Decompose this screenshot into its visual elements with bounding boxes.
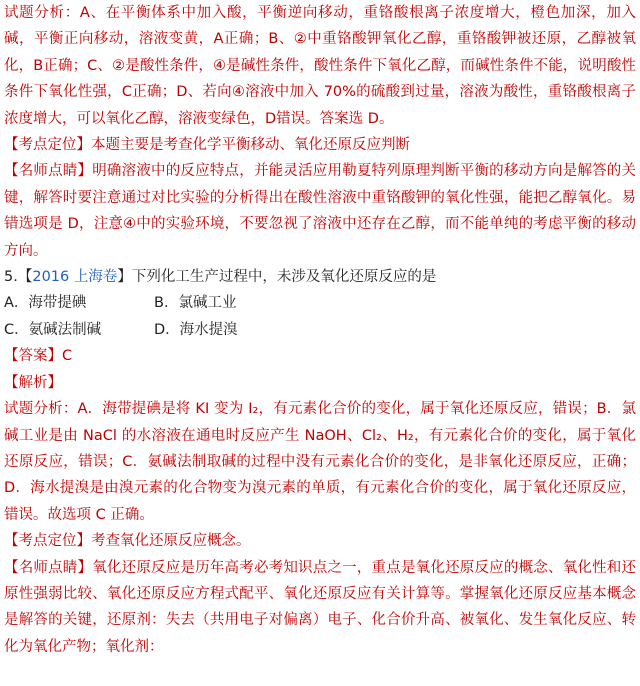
mingshi-paragraph-2 xyxy=(4,555,636,661)
option-b: B．氯碱工业 xyxy=(154,295,237,312)
question-text: 下列化工生产过程中，未涉及氧化还原反应的是 xyxy=(131,269,437,286)
answer-label: 【答案】 xyxy=(4,348,62,365)
question-number: 5. xyxy=(4,269,18,286)
mingshi-text-2: 氧化还原反应是历年高考必考知识点之一，重点是氧化还原反应的概念、氧化性和还原性强弱比较、氧化还原反应方程式配平、氧化还原反应有关计算等。掌握氧化还原反应基本概念是解答的关键，还原剂：失去（共用电子对偏离）电子、化合价升高、被氧化、发生氧化反应、转化为氧化产物；氧化剂： xyxy=(4,559,637,655)
source-bracket-close: 】 xyxy=(117,269,132,286)
kaodian-label-2: 【考点定位】 xyxy=(4,533,91,550)
kaodian-line-1 xyxy=(4,132,636,158)
kaodian-line-2 xyxy=(4,528,636,554)
kaodian-text-2: 考查氧化还原反应概念。 xyxy=(91,533,251,550)
mingshi-paragraph-1 xyxy=(4,158,636,264)
source-bracket-open: 【 xyxy=(17,269,33,286)
answer-value: C xyxy=(62,348,73,365)
option-c: C．氨碱法制碱 xyxy=(4,321,102,338)
jiexi-label: 【解析】 xyxy=(4,374,62,391)
question-source: 2016 上海卷 xyxy=(32,269,118,286)
options-row-2 xyxy=(4,317,636,343)
mingshi-label-2: 【名师点睛】 xyxy=(4,559,93,576)
mingshi-label: 【名师点睛】 xyxy=(4,163,93,180)
kaodian-text: 本题主要是考查化学平衡移动、氧化还原反应判断 xyxy=(91,137,410,154)
option-a: A．海带提碘 xyxy=(4,295,87,312)
question-stem xyxy=(4,264,636,290)
analysis-paragraph-2: 试题分析：A．海带提碘是将 KI 变为 I₂，有元素化合价的变化，属于氧化还原反应，错误；B．氯碱工业是由 NaCl 的水溶液在通电时反应产生 NaOH、Cl₂、H₂，有元素化合价的变化，属于氧化还原反应，错误；C．氨碱法制取碱的过程中没有元素化合价的变化，是非氧化还原反应，正确；D．海水提溴是由溴元素的化合物变为溴元素的单质，有元素化合价的变化，属于氧化还原反应，错误。故选项 C 正确。 xyxy=(4,401,636,523)
answer-line xyxy=(4,343,636,369)
analysis-paragraph-1: 试题分析：A、在平衡体系中加入酸，平衡逆向移动，重铬酸根离子浓度增大，橙色加深，加入碱，平衡正向移动，溶液变黄，A正确；B、②中重铬酸钾氧化乙醇，重铬酸钾被还原，乙醇被氧化，B正确；C、②是酸性条件，④是碱性条件，酸性条件下氧化乙醇，而碱性条件不能，说明酸性条件下氧化性强，C正确；D、若向④溶液中加入 70%的硫酸到过量，溶液为酸性，重铬酸根离子浓度增大，可以氧化乙醇，溶液变绿色，D错误。答案选 D。 xyxy=(4,5,636,127)
mingshi-text: 明确溶液中的反应特点，并能灵活应用勒夏特列原理判断平衡的移动方向是解答的关键，解答时要注意通过对比实验的分析得出在酸性溶液中重铬酸钾的氧化性强，能把乙醇氧化。易错选项是 D，注意④中的实验环境，不要忽视了溶液中还存在乙醇，而不能单纯的考虑平衡的移动方向。 xyxy=(4,163,637,259)
option-d: D．海水提溴 xyxy=(154,321,238,338)
options-row-1 xyxy=(4,290,636,316)
kaodian-label: 【考点定位】 xyxy=(4,137,91,154)
